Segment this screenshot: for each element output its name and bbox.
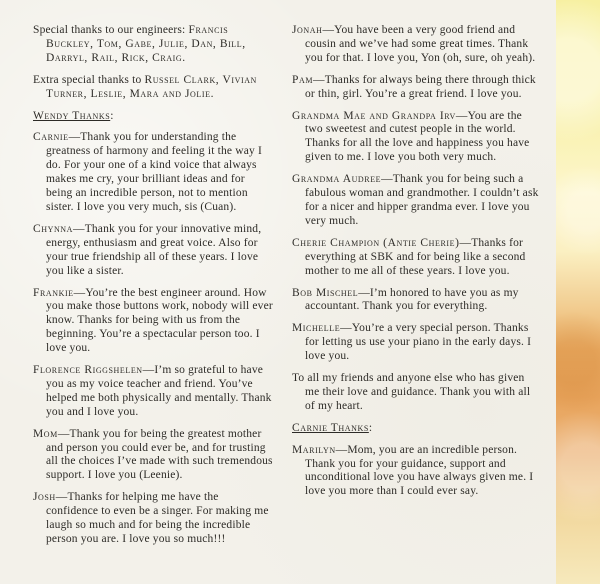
credit-text: : (110, 109, 114, 122)
credit-entry (33, 223, 273, 279)
credit-name: Jonah (292, 24, 323, 36)
credits-column-right (292, 24, 540, 555)
credit-entry (292, 110, 540, 166)
credit-entry (33, 24, 273, 66)
credit-text: —I’m honored to have you as my accountant. Thank you for everything. (305, 286, 519, 313)
credit-text: . (182, 51, 186, 64)
credit-entry (33, 428, 273, 484)
credit-entry (33, 131, 273, 214)
credit-text: To all my friends and anyone else who has given me their love and guidance. Thank you with all of my heart. (292, 372, 531, 412)
credit-entry (33, 287, 273, 357)
credit-name: Mom (33, 427, 58, 440)
credits-column-left (33, 24, 273, 555)
credit-text: —You are the two sweetest and cutest people in the world. Thanks for all the love and happiness you have given to me. I love you both very much. (305, 109, 530, 164)
credit-name: Bob Mischel (292, 286, 359, 299)
credit-entry (292, 372, 540, 414)
credit-text: —Thanks for everything at SBK and for being like a second mother to me all of these years. I love you. (305, 236, 526, 277)
credit-name: Marilyn (292, 443, 336, 456)
credit-text: —Thanks for helping me have the confidence to even be a singer. For making me laugh so much and for being the incredible person you are. I love you so much!!! (46, 491, 269, 545)
credit-text: —Thank you for being such a fabulous woman and grandmother. I couldn’t ask for a nicer and hipper grandma ever. I love you very much. (305, 173, 539, 227)
credit-text: —Thank you for understanding the greatness of harmony and feeling it the way I do. For your one of a kind voice that always makes me cry, your brilliant ideas and for being an incredible person, not to mention sister. I love you very much, sis (Cuan). (46, 131, 262, 213)
credit-name: Carnie Thanks (292, 421, 369, 434)
credit-text: —Thank you for your innovative mind, energy, enthusiasm and great voice. Also for your true friendship all of these years. I love you like a sister. (46, 222, 262, 277)
credit-text: —You’re a very special person. Thanks for letting us use your piano in the early days. I love you. (305, 322, 532, 363)
credit-entry (292, 444, 540, 500)
credit-entry (292, 322, 540, 364)
credit-name: Wendy Thanks (33, 109, 111, 122)
credit-text: —I’m so grateful to have you as my voice teacher and friend. You’ve helped me both physically and mentally. Thank you and I love you. (46, 364, 272, 418)
credit-text: : (368, 421, 373, 434)
section-heading (33, 110, 273, 124)
credit-entry (292, 287, 540, 315)
credit-entry (292, 24, 540, 66)
credit-text: . (210, 87, 214, 100)
credit-name: Michelle (292, 322, 341, 335)
credit-text: Special thanks to our engineers: (33, 24, 189, 36)
credit-name: Chynna (33, 222, 74, 235)
credit-entry (292, 74, 540, 102)
credit-name: Grandma Audree (292, 173, 382, 186)
credit-name: Cherie Champion (Antie Cherie) (292, 236, 460, 249)
credit-entry (33, 491, 273, 547)
credit-entry (292, 237, 540, 279)
credit-text: —You’re the best engineer around. How you make those buttons work, nobody will ever know. Thanks for being with us from the beginning. You’re a spectacular person too. I love you. (46, 286, 273, 355)
credits-text-block (33, 24, 540, 555)
credit-name: Pam (292, 73, 314, 86)
credit-name: Francis Buckley, Tom, Gabe, Julie, Dan, Bill, Darryl, Rail, Rick, Craig (46, 24, 246, 64)
watercolor-edge-strip (556, 0, 600, 584)
credit-text: —Thank you for being the greatest mother and person you could ever be, and for trusting all the choices I’ve made with such tremendous support. I love you (Leenie). (46, 427, 273, 482)
credit-name: Russel Clark, Vivian Turner, Leslie, Mara and Jolie (46, 73, 257, 100)
credit-text: Extra special thanks to (33, 73, 145, 86)
credit-text: —You have been a very good friend and cousin and we’ve had some great times. Thank you for that. I love you, Yon (oh, sure, oh yeah). (305, 24, 536, 64)
credit-name: Grandma Mae and Grandpa Irv (292, 109, 456, 122)
credit-entry (292, 173, 540, 229)
credit-text: —Mom, you are an incredible person. Thank you for your guidance, support and unconditional love you have always given me. I love you more than I could ever say. (305, 443, 534, 498)
credit-entry (33, 364, 273, 420)
credit-text: —Thanks for always being there through thick or thin, girl. You’re a great friend. I love you. (305, 73, 536, 100)
section-heading (292, 422, 540, 436)
credit-name: Josh (33, 491, 56, 504)
credit-entry (33, 74, 273, 102)
credit-name: Frankie (33, 286, 74, 299)
credit-name: Florence Riggshelen (33, 364, 143, 377)
credit-name: Carnie (33, 131, 69, 144)
